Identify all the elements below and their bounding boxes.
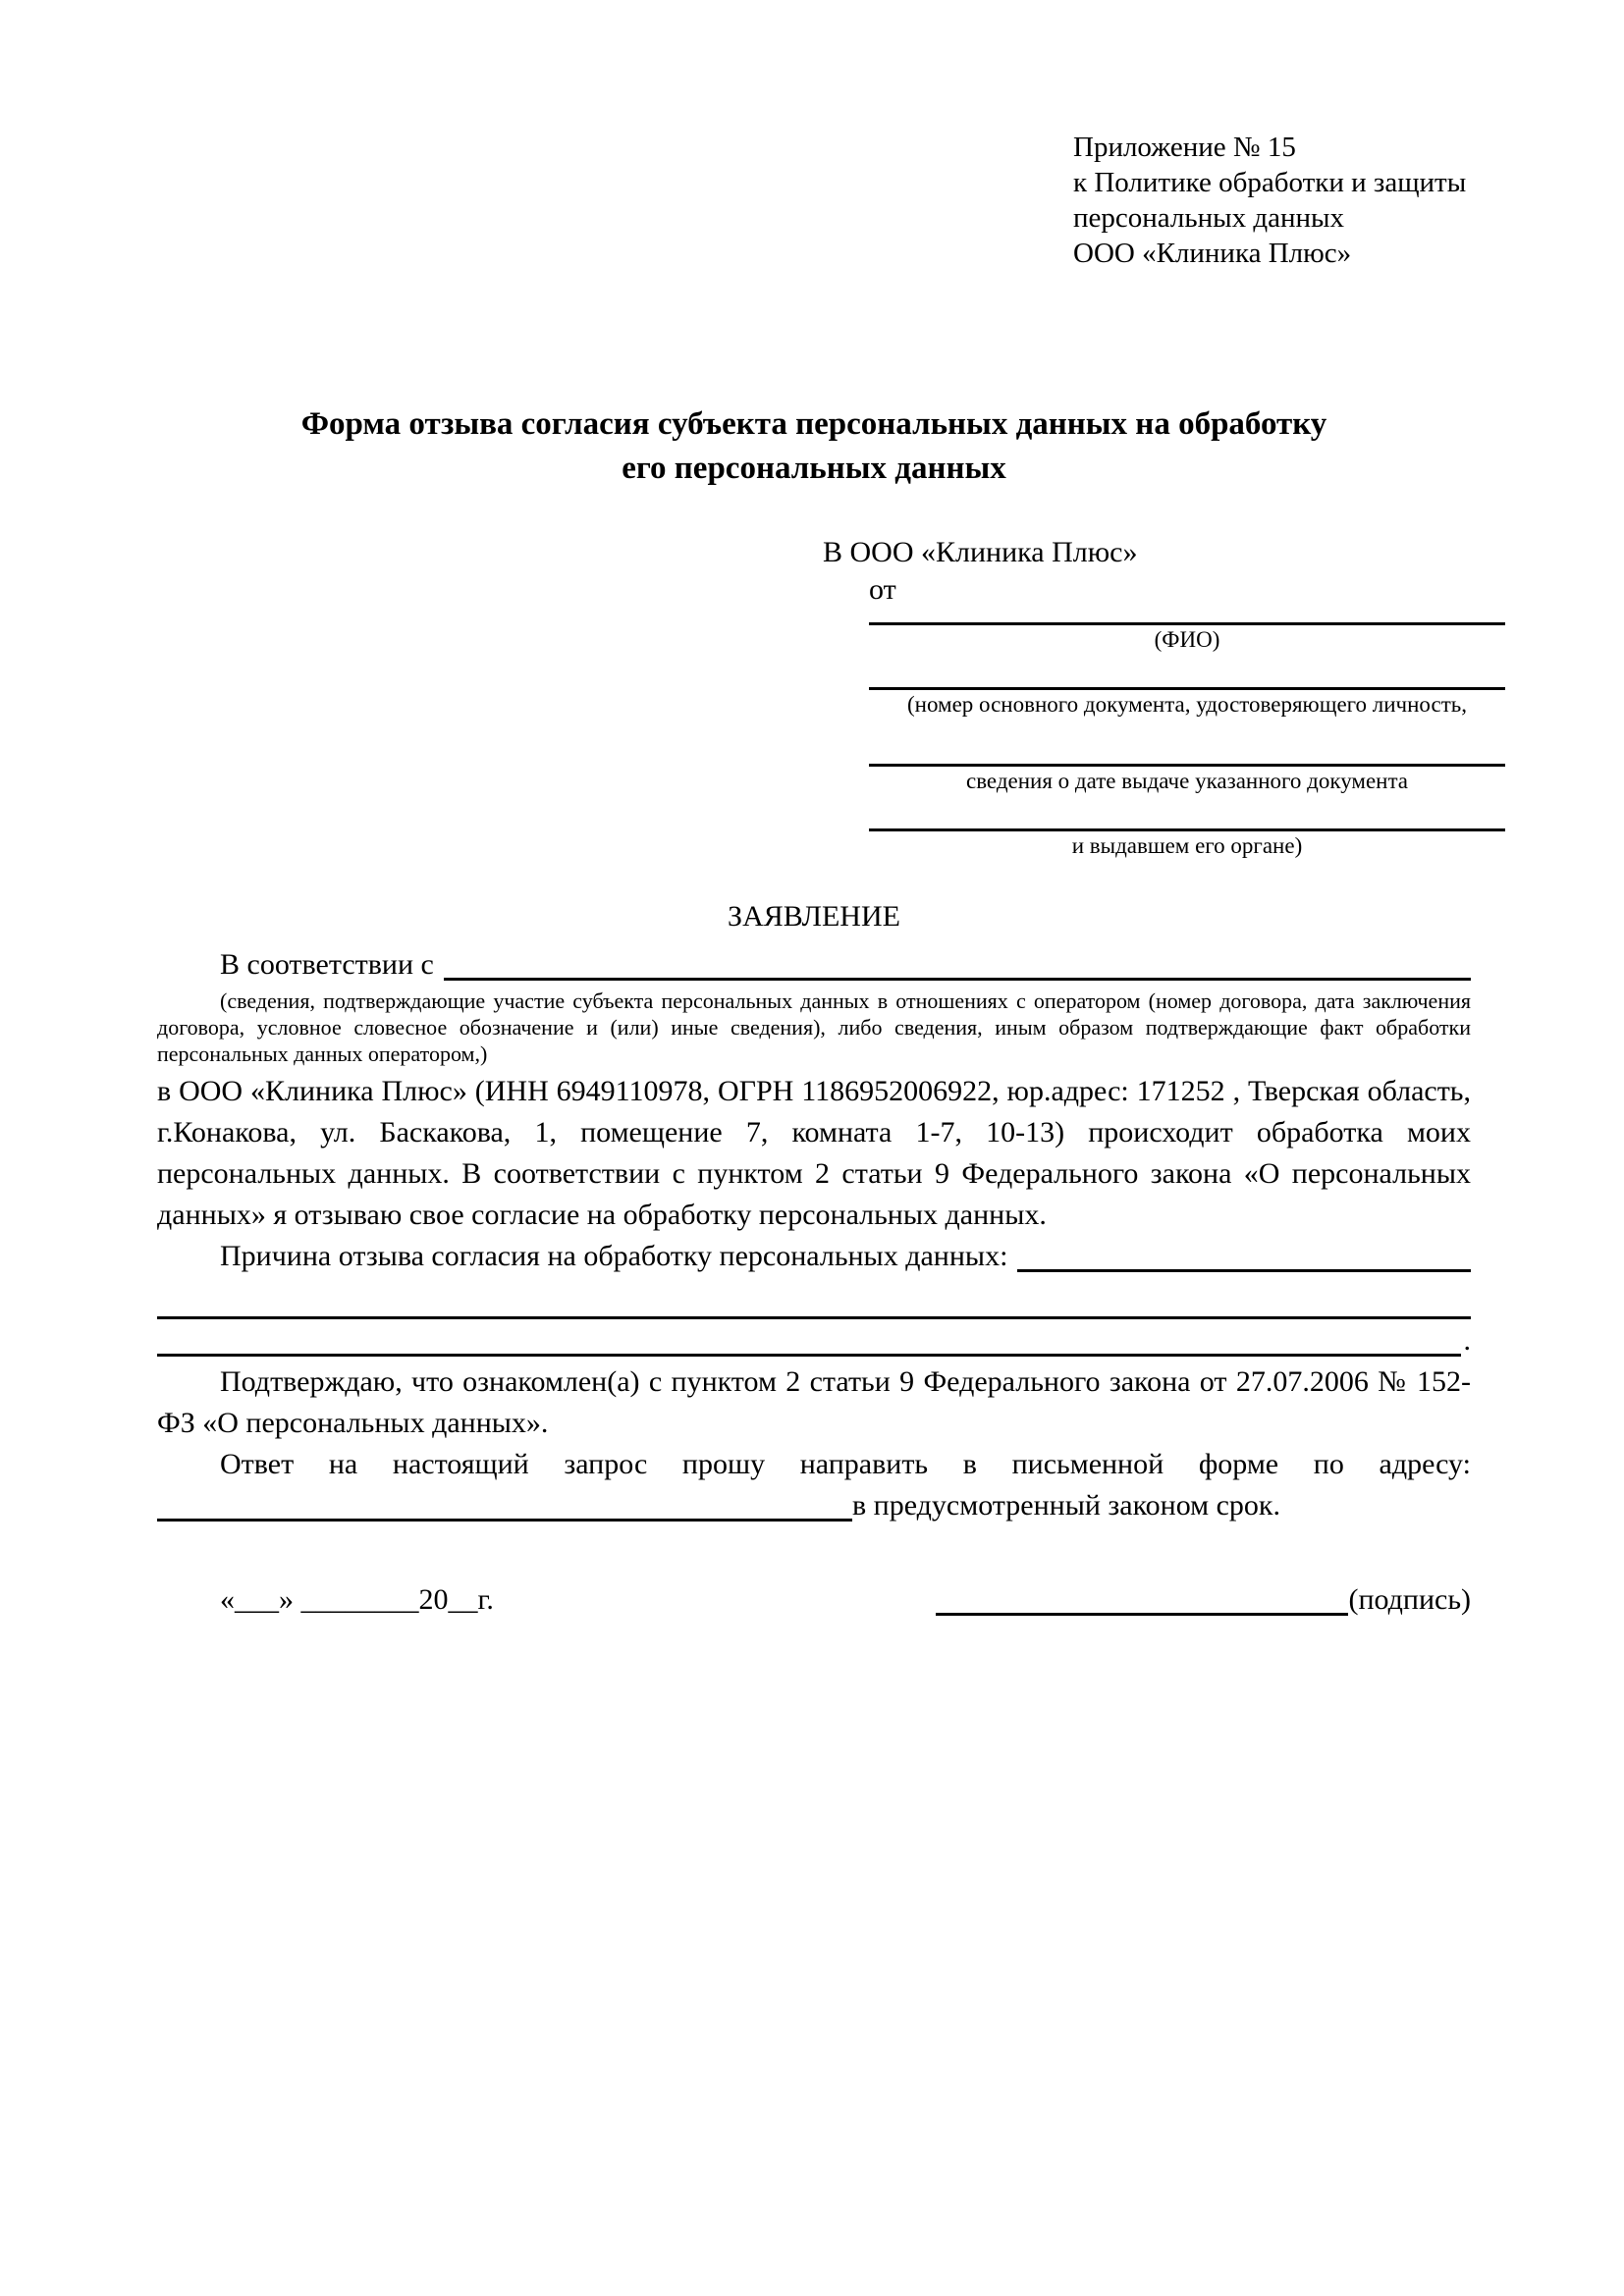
reason-label: Причина отзыва согласия на обработку персональных данных: [220, 1240, 1008, 1272]
addressee-to: В ООО «Клиника Плюс» [823, 536, 1138, 568]
doc-number-field-line[interactable] [869, 654, 1505, 690]
reason-terminator: . [1463, 1324, 1471, 1357]
signature-group [936, 1579, 1471, 1621]
signature-caption: (подпись) [1348, 1583, 1471, 1616]
fine-print-note: (сведения, подтверждающие участие субъекта персональных данных в отношениях с оператором (номер договора, дата заключения договора, условное словесное обозначение и (или) иные сведения), либо сведения, иным образом подтверждающие факт обработки персональных данных оператором,) [157, 988, 1471, 1066]
appendix-company: ООО «Клиника Плюс» [1073, 238, 1352, 269]
addressee-block [823, 534, 1505, 860]
statement-heading: ЗАЯВЛЕНИЕ [728, 900, 900, 933]
page-title-line-2: его персональных данных [622, 451, 1006, 486]
intro-row [157, 944, 1471, 986]
response-prefix: Ответ на настоящий запрос прошу направить в письменной форме по адресу: [220, 1448, 1471, 1480]
reason-row [157, 1236, 1471, 1277]
appendix-policy-line-2: персональных данных [1073, 202, 1345, 234]
basis-field-line[interactable] [444, 978, 1471, 981]
reason-blank-row-1 [157, 1287, 1471, 1324]
appendix-header [1073, 130, 1471, 271]
response-suffix: в предусмотренный законом срок. [852, 1489, 1280, 1522]
appendix-number: Приложение № 15 [1073, 132, 1296, 163]
page-title-line-1: Форма отзыва согласия субъекта персональных данных на обработку [300, 406, 1327, 442]
reason-field-line[interactable] [1017, 1269, 1471, 1272]
addressee-from-label: от [869, 573, 896, 606]
reason-blank-row-2 [157, 1324, 1471, 1362]
date-field-line[interactable]: «___» ________20__г. [220, 1583, 494, 1616]
footer-row [157, 1579, 1471, 1621]
signature-field-line[interactable] [936, 1613, 1348, 1616]
address-field-line[interactable] [157, 1519, 852, 1522]
doc-issue-date-field-line[interactable] [869, 719, 1505, 767]
reason-field-line-2[interactable] [157, 1316, 1471, 1319]
response-row [157, 1485, 1471, 1526]
fio-caption: (ФИО) [1154, 627, 1220, 652]
doc-authority-field-line[interactable] [869, 795, 1505, 831]
page-title [157, 402, 1471, 491]
doc-issue-date-caption: сведения о дате выдаче указанного документа [965, 769, 1409, 793]
appendix-policy-line: к Политике обработки и защиты [1073, 167, 1467, 198]
fio-field-line[interactable] [869, 609, 1505, 625]
doc-authority-caption: и выдавшем его органе) [1071, 833, 1303, 858]
reason-field-line-3[interactable] [157, 1354, 1461, 1357]
confirm-paragraph: Подтверждаю, что ознакомлен(а) с пунктом 2 статьи 9 Федерального закона от 27.07.2006 № 152-ФЗ «О персональных данных». [157, 1365, 1471, 1439]
intro-prefix: В соответствии с [220, 948, 434, 981]
main-paragraph: в ООО «Клиника Плюс» (ИНН 6949110978, ОГРН 1186952006922, юр.адрес: 171252 , Тверская область, г.Конакова, ул. Баскакова, 1, помещение 7, комната 1-7, 10-13) происходит обработка моих персональных данных. В соответствии с пунктом 2 статьи 9 Федерального закона «О персональных данных» я отзываю свое согласие на обработку персональных данных. [157, 1075, 1471, 1231]
doc-number-caption: (номер основного документа, удостоверяющего личность, [906, 692, 1467, 717]
